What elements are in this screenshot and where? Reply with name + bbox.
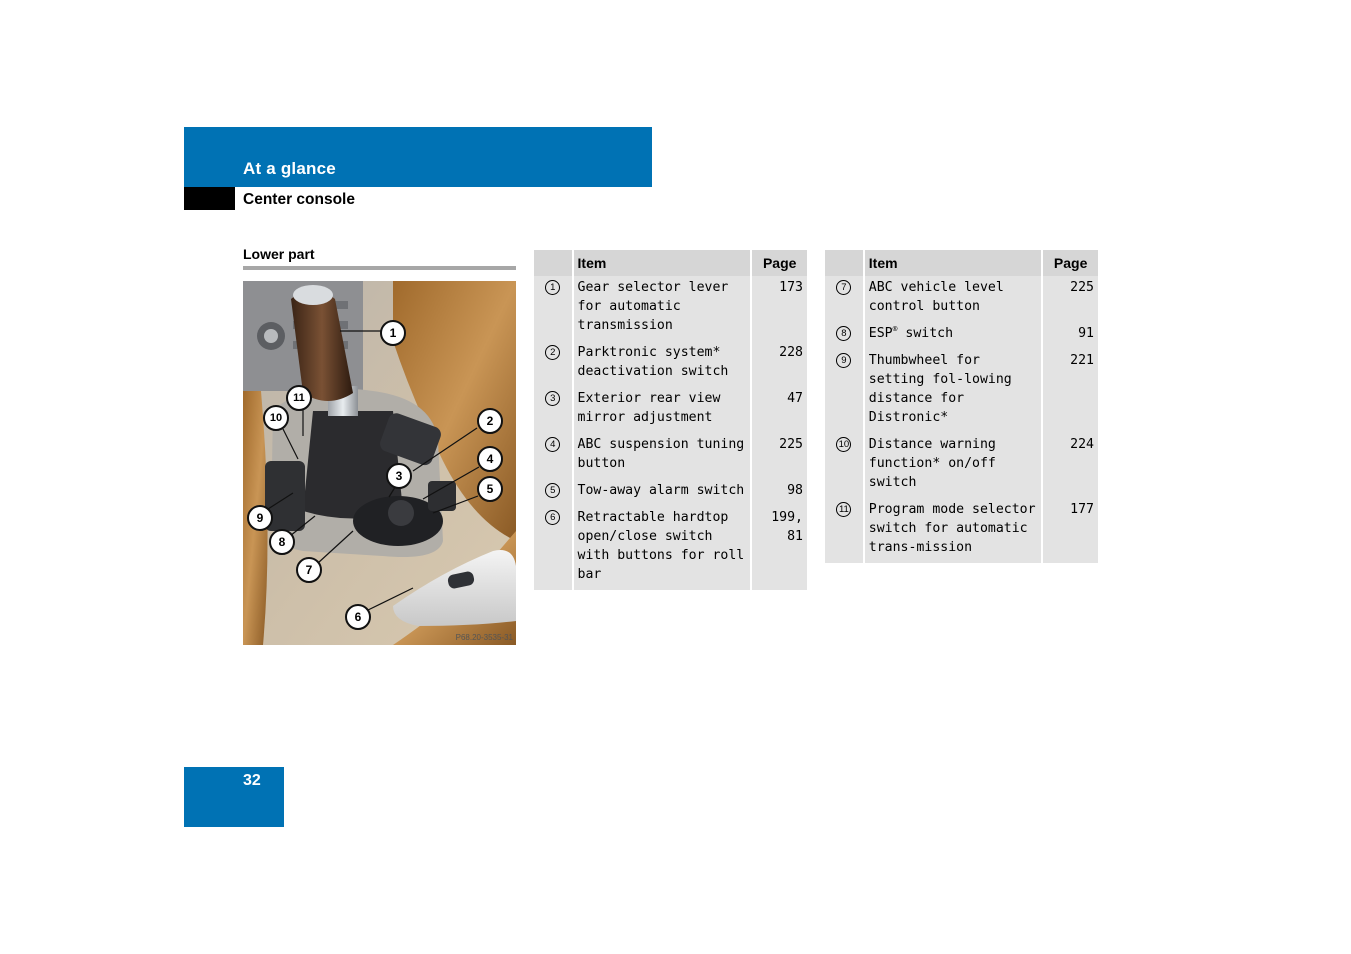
item-number: 4 [545,437,560,452]
callout-10: 10 [263,405,289,431]
callout-8: 8 [269,529,295,555]
figure-code: P68.20-3535-31 [455,633,513,642]
page-ref: 177 [1042,498,1098,563]
header-item: Item [573,250,752,276]
item-description: Exterior rear view mirror adjustment [573,387,752,433]
item-number: 9 [836,353,851,368]
page-ref: 221 [1042,349,1098,433]
item-number: 10 [836,437,851,452]
table-row [825,498,1098,563]
item-description: Retractable hardtop open/close switch with buttons for roll bar [573,506,752,590]
page-ref: 47 [751,387,807,433]
item-description: Distance warning function* on/off switch [864,433,1042,498]
section-marker [184,187,235,210]
section-subtitle: Center console [243,191,355,208]
item-description [864,322,1042,349]
page-ref: 199, 81 [751,506,807,590]
table-row [534,341,807,387]
registered-mark: ® [892,324,898,334]
callout-9: 9 [247,505,273,531]
header-item: Item [864,250,1042,276]
item-description: Tow-away alarm switch [573,479,752,506]
table-row [534,479,807,506]
page-ref: 98 [751,479,807,506]
chapter-title: At a glance [243,159,336,178]
item-description: Gear selector lever for automatic transmission [573,276,752,341]
item-number: 2 [545,345,560,360]
callout-1: 1 [380,320,406,346]
table-header-row [534,250,807,276]
heading-rule [243,266,516,270]
item-number: 6 [545,510,560,525]
table-row [825,433,1098,498]
page-ref: 228 [751,341,807,387]
reference-table-right [825,250,1098,563]
item-number: 7 [836,280,851,295]
header-num [825,250,864,276]
callout-2: 2 [477,408,503,434]
callout-4: 4 [477,446,503,472]
table-header-row [825,250,1098,276]
page-number-box [184,767,284,827]
esp-suffix: switch [897,326,954,341]
table-row [825,276,1098,322]
item-description: Program mode selector switch for automatic trans-mission [864,498,1042,563]
item-description: ABC vehicle level control button [864,276,1042,322]
callout-3: 3 [386,463,412,489]
item-number: 1 [545,280,560,295]
callout-6: 6 [345,604,371,630]
table-row [825,322,1098,349]
table-row [534,433,807,479]
item-number: 11 [836,502,851,517]
table-row [534,276,807,341]
header-page: Page [751,250,807,276]
item-description: Parktronic system* deactivation switch [573,341,752,387]
page-ref: 173 [751,276,807,341]
item-number: 3 [545,391,560,406]
callout-5: 5 [477,476,503,502]
header-page: Page [1042,250,1098,276]
table-row [534,387,807,433]
callout-11: 11 [286,385,312,411]
item-number: 8 [836,326,851,341]
esp-label: ESP [868,326,893,341]
page-ref: 91 [1042,322,1098,349]
table-row [534,506,807,590]
reference-table-left [534,250,807,590]
table-row [825,349,1098,433]
figure-heading: Lower part [243,246,315,262]
header-num [534,250,573,276]
page-ref: 225 [1042,276,1098,322]
page-number: 32 [243,772,261,789]
item-description: ABC suspension tuning button [573,433,752,479]
page-ref: 224 [1042,433,1098,498]
item-number: 5 [545,483,560,498]
item-description: Thumbwheel for setting fol-lowing distance for Distronic* [864,349,1042,433]
callout-7: 7 [296,557,322,583]
page-ref: 225 [751,433,807,479]
center-console-photo [243,281,516,645]
